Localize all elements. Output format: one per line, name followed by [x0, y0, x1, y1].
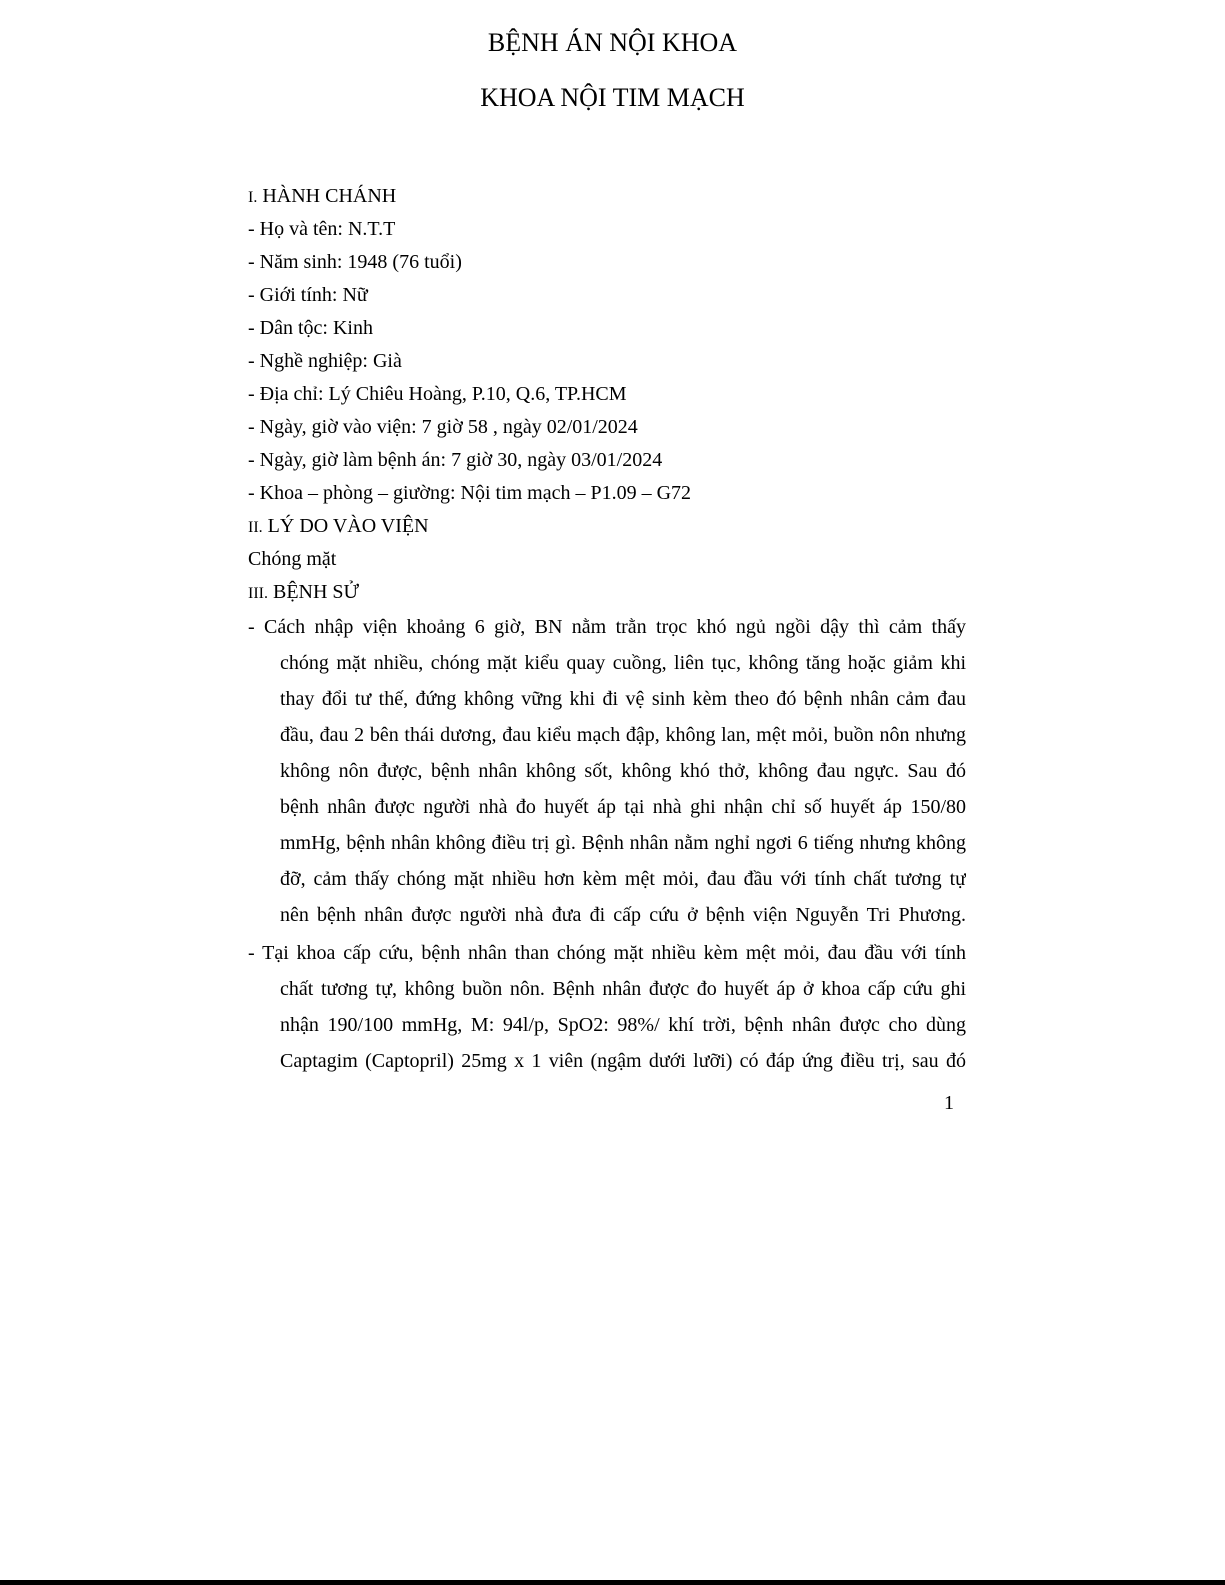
field-gender: - Giới tính: Nữ	[248, 284, 368, 306]
paragraph-line: đầu, đau 2 bên thái dương, đau kiểu mạch đập, không lan, mệt mỏi, buồn nôn nhưng	[280, 724, 966, 746]
section-heading-administrative	[248, 180, 966, 213]
paragraph-line: Captagim (Captopril) 25mg x 1 viên (ngậm dưới lưỡi) có đáp ứng điều trị, sau đó	[280, 1050, 966, 1072]
section-number: II.	[248, 519, 263, 536]
paragraph-line: mmHg, bệnh nhân không điều trị gì. Bệnh nhân nằm nghỉ ngơi 6 tiếng nhưng không	[280, 832, 966, 854]
history-paragraph	[248, 609, 966, 933]
paragraph-first-line: - Tại khoa cấp cứu, bệnh nhân than chóng mặt nhiều kèm mệt mỏi, đau đầu với tính	[248, 942, 966, 964]
section-heading-history	[248, 576, 966, 609]
document-body	[248, 180, 966, 1079]
paragraph-line: nên bệnh nhân được người nhà đưa đi cấp cứu ở bệnh viện Nguyễn Tri Phương.	[280, 904, 966, 926]
paragraph-line: thay đổi tư thế, đứng không vững khi đi vệ sinh kèm theo đó bệnh nhân cảm đau	[280, 688, 966, 710]
page-bottom-divider	[0, 1580, 1225, 1585]
paragraph-line: chất tương tự, không buồn nôn. Bệnh nhân được đo huyết áp ở khoa cấp cứu ghi	[280, 978, 966, 1000]
paragraph-line: nhận 190/100 mmHg, M: 94l/p, SpO2: 98%/ khí trời, bệnh nhân được cho dùng	[280, 1014, 966, 1036]
paragraph-line: bệnh nhân được người nhà đo huyết áp tại nhà ghi nhận chỉ số huyết áp 150/80	[280, 796, 966, 818]
section-title: HÀNH CHÁNH	[262, 185, 397, 207]
paragraph-first-line: - Cách nhập viện khoảng 6 giờ, BN nằm trằn trọc khó ngủ ngồi dậy thì cảm thấy	[248, 616, 966, 638]
field-ethnicity: - Dân tộc: Kinh	[248, 317, 373, 339]
field-record-time: - Ngày, giờ làm bệnh án: 7 giờ 30, ngày 03/01/2024	[248, 449, 663, 471]
document-title: BỆNH ÁN NỘI KHOA	[487, 28, 738, 57]
section-title: LÝ DO VÀO VIỆN	[267, 515, 429, 537]
field-admission-time: - Ngày, giờ vào viện: 7 giờ 58 , ngày 02/01/2024	[248, 416, 638, 438]
field-birth-year: - Năm sinh: 1948 (76 tuổi)	[248, 251, 462, 273]
paragraph-line: chóng mặt nhiều, chóng mặt kiểu quay cuồng, liên tục, không tăng hoặc giảm khi	[280, 652, 966, 674]
field-address: - Địa chỉ: Lý Chiêu Hoàng, P.10, Q.6, TP.HCM	[248, 383, 627, 405]
paragraph-line: đỡ, cảm thấy chóng mặt nhiều hơn kèm mệt mỏi, đau đầu với tính chất tương tự	[280, 868, 966, 890]
department-title: KHOA NỘI TIM MẠCH	[480, 83, 745, 112]
page-number: 1	[944, 1092, 954, 1114]
history-paragraph	[248, 935, 966, 1079]
paragraph-line: không nôn được, bệnh nhân không sốt, không khó thở, không đau ngực. Sau đó	[280, 760, 966, 782]
reason-text: Chóng mặt	[248, 548, 337, 570]
section-number: I.	[248, 189, 258, 206]
section-heading-reason	[248, 510, 966, 543]
field-ward-room-bed: - Khoa – phòng – giường: Nội tim mạch – P1.09 – G72	[248, 482, 692, 504]
section-number: III.	[248, 585, 268, 602]
field-name: - Họ và tên: N.T.T	[248, 218, 396, 240]
section-title: BỆNH SỬ	[272, 581, 360, 603]
field-occupation: - Nghề nghiệp: Già	[248, 350, 402, 372]
